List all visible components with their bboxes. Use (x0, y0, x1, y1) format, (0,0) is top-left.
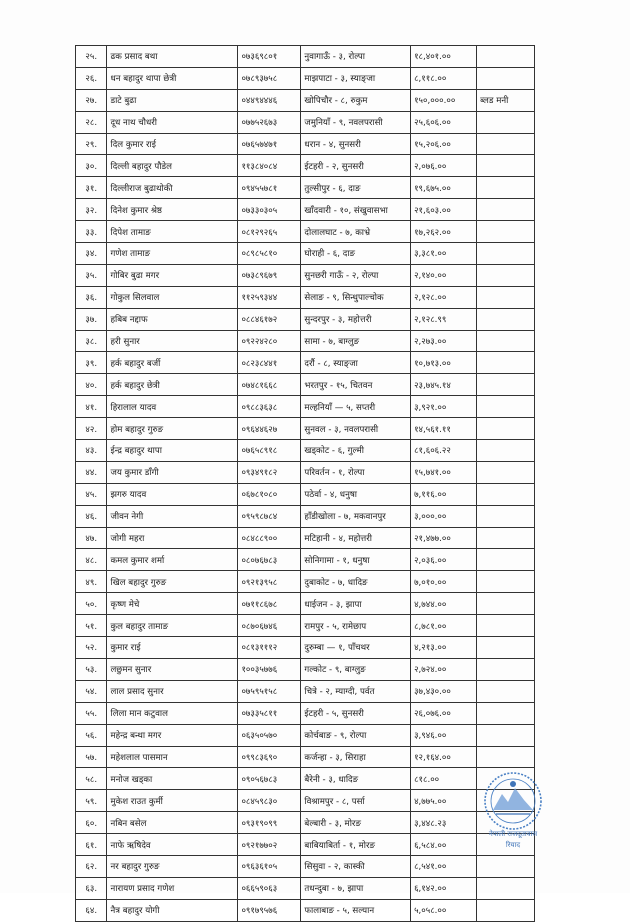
amount-cell: २५,६०६.०० (411, 111, 477, 133)
amount-cell: २,२७३.०० (411, 330, 477, 352)
amount-cell: २३,७४५.१४ (411, 374, 477, 396)
phone-cell: ०९६४४६२७ (238, 418, 301, 440)
name-cell: दिल कुमार राई (107, 133, 238, 155)
serial-number-cell: २८. (76, 111, 107, 133)
address-cell: रामपुर - ५, रामेछाप (301, 615, 411, 637)
address-cell: सेलाङ - ९, सिन्धुपाल्चोक (301, 286, 411, 308)
phone-cell: ०७३३०३०५ (238, 199, 301, 221)
phone-cell: ०६७८१०८० (238, 483, 301, 505)
amount-cell: २६,०७६.०० (411, 702, 477, 724)
name-cell: गोकुल सिलवाल (107, 286, 238, 308)
serial-number-cell: ३३. (76, 221, 107, 243)
remark-cell (477, 877, 535, 899)
serial-number-cell: ३९. (76, 352, 107, 374)
embassy-seal (478, 770, 548, 855)
name-cell: हरी सुनार (107, 330, 238, 352)
amount-cell: ४,७७५.०० (411, 790, 477, 812)
phone-cell: ०८१२९२६५ (238, 221, 301, 243)
name-cell: कृष्ण मेचे (107, 593, 238, 615)
address-cell: खाँदवारी - १०, संखुवासभा (301, 199, 411, 221)
amount-cell: ३,९४६.०० (411, 724, 477, 746)
amount-cell: ३,९२१.०० (411, 396, 477, 418)
amount-cell: २१,६०३.०० (411, 199, 477, 221)
amount-cell: २,७२४.०० (411, 658, 477, 680)
remark-cell (477, 374, 535, 396)
table-row (76, 658, 535, 680)
address-cell: कोर्चबाङ - ९, रोल्पा (301, 724, 411, 746)
table-row (76, 243, 535, 265)
table-row (76, 680, 535, 702)
table-row (76, 812, 535, 834)
phone-cell: ०७३३५८११ (238, 702, 301, 724)
address-cell: धरान - ४, सुनसरी (301, 133, 411, 155)
serial-number-cell: ६४. (76, 899, 107, 921)
table-body (76, 46, 535, 922)
name-cell: झगरु यादव (107, 483, 238, 505)
name-cell: जय कुमार डाँगी (107, 461, 238, 483)
remark-cell (477, 352, 535, 374)
amount-cell: १८,४०१.०० (411, 46, 477, 68)
address-cell: दोलालघाट - ७, काभ्रे (301, 221, 411, 243)
serial-number-cell: २५. (76, 46, 107, 68)
remark-cell (477, 702, 535, 724)
phone-cell: ०८७०६७४६ (238, 615, 301, 637)
name-cell: होम बहादुर गुरुङ (107, 418, 238, 440)
beneficiary-table (75, 45, 535, 922)
name-cell: लछुमन सुनार (107, 658, 238, 680)
table-row (76, 746, 535, 768)
table-row (76, 637, 535, 659)
address-cell: कर्जन्हा - ३, सिराहा (301, 746, 411, 768)
remark-cell (477, 155, 535, 177)
name-cell: हर्क बहादुर बर्जी (107, 352, 238, 374)
amount-cell: १५,७४१.०० (411, 461, 477, 483)
table-row (76, 790, 535, 812)
address-cell: ईटहरी - ५, सुनसरी (301, 702, 411, 724)
phone-cell: ०९२१७७०२ (238, 834, 301, 856)
remark-cell (477, 549, 535, 571)
amount-cell: २,०३६.०० (411, 549, 477, 571)
phone-cell: ०८०७६७८३ (238, 549, 301, 571)
remark-cell (477, 330, 535, 352)
address-cell: सोनिगामा - १, धनुषा (301, 549, 411, 571)
address-cell: मटिहानी - ४, महोत्तरी (301, 527, 411, 549)
address-cell: बाबियाबिर्ता - १, मोरङ (301, 834, 411, 856)
serial-number-cell: ६१. (76, 834, 107, 856)
remark-cell (477, 461, 535, 483)
phone-cell: ०७५९५१५८ (238, 680, 301, 702)
address-cell: बैरेनी - ३, धादिङ (301, 768, 411, 790)
serial-number-cell: ४३. (76, 440, 107, 462)
table-row (76, 177, 535, 199)
phone-cell: ०९२१३९५८ (238, 571, 301, 593)
amount-cell: ८१८.०० (411, 768, 477, 790)
table-row (76, 308, 535, 330)
phone-cell: ०८८४६१७२ (238, 308, 301, 330)
serial-number-cell: ५५. (76, 702, 107, 724)
serial-number-cell: ५०. (76, 593, 107, 615)
address-cell: पठेर्वा - ४, धनुषा (301, 483, 411, 505)
phone-cell: ०८४५९८३० (238, 790, 301, 812)
amount-cell: १९,६७५.०० (411, 177, 477, 199)
serial-number-cell: ३०. (76, 155, 107, 177)
address-cell: चित्रे - २, म्याग्दी, पर्वत (301, 680, 411, 702)
table-row (76, 702, 535, 724)
phone-cell: ०८४८८९०० (238, 527, 301, 549)
table-row (76, 67, 535, 89)
address-cell: भरतपुर - १५, चितवन (301, 374, 411, 396)
table-row (76, 418, 535, 440)
remark-cell (477, 483, 535, 505)
phone-cell: ०९६३६१०५ (238, 855, 301, 877)
phone-cell: ०७८९३७५८ (238, 67, 301, 89)
remark-cell (477, 571, 535, 593)
phone-cell: ०७६५८९१८ (238, 440, 301, 462)
address-cell: तुल्सीपुर - ६, दाङ (301, 177, 411, 199)
remark-cell (477, 286, 535, 308)
name-cell: हिरालाल यादव (107, 396, 238, 418)
phone-cell: ०८१३१११२ (238, 637, 301, 659)
address-cell: बेल्बारी - ३, मोरङ (301, 812, 411, 834)
phone-cell: ०९४५५७८१ (238, 177, 301, 199)
amount-cell: ५,०५८.०० (411, 899, 477, 921)
amount-cell: ७,११६.०० (411, 483, 477, 505)
serial-number-cell: ५७. (76, 746, 107, 768)
phone-cell: ०४४९४४४६ (238, 89, 301, 111)
phone-cell: ०९३१९०९९ (238, 812, 301, 834)
phone-cell: ०८२३८४४१ (238, 352, 301, 374)
name-cell: ईन्द्र बहादुर थापा (107, 440, 238, 462)
address-cell: परिवर्तन - १, रोल्पा (301, 461, 411, 483)
remark-cell (477, 133, 535, 155)
remark-cell (477, 396, 535, 418)
serial-number-cell: ३१. (76, 177, 107, 199)
name-cell: कुल बहादुर तामाङ (107, 615, 238, 637)
table-row (76, 483, 535, 505)
name-cell: हबिब नद्दाफ (107, 308, 238, 330)
address-cell: दुबाकोट - ७, धादिङ (301, 571, 411, 593)
remark-cell (477, 243, 535, 265)
phone-cell: ०७३६९८०१ (238, 46, 301, 68)
phone-cell: ११३८४०८४ (238, 155, 301, 177)
phone-cell: ०७७५२६७३ (238, 111, 301, 133)
amount-cell: २,१२८.०० (411, 286, 477, 308)
amount-cell: ६,५८४.०० (411, 834, 477, 856)
amount-cell: ८,७८१.०० (411, 615, 477, 637)
name-cell: महेशलाल पासमान (107, 746, 238, 768)
serial-number-cell: ४७. (76, 527, 107, 549)
address-cell: खड्कोट - ६, गुल्मी (301, 440, 411, 462)
name-cell: मनोज खड्का (107, 768, 238, 790)
table-row (76, 899, 535, 921)
amount-cell: ८,५४१.०० (411, 855, 477, 877)
name-cell: दिनेश कुमार श्रेष्ठ (107, 199, 238, 221)
seal-line-2: रियाद (505, 841, 521, 849)
table-row (76, 855, 535, 877)
amount-cell: ४,२१३.०० (411, 637, 477, 659)
table-row (76, 264, 535, 286)
serial-number-cell: ४९. (76, 571, 107, 593)
amount-cell: १२,१६४.०० (411, 746, 477, 768)
table-row (76, 155, 535, 177)
table-row (76, 374, 535, 396)
amount-cell: ३७,४३०.०० (411, 680, 477, 702)
serial-number-cell: ६०. (76, 812, 107, 834)
serial-number-cell: ३८. (76, 330, 107, 352)
phone-cell: ०७४८१६६८ (238, 374, 301, 396)
remark-cell (477, 177, 535, 199)
remark-cell (477, 637, 535, 659)
name-cell: नर बहादुर गुरुङ (107, 855, 238, 877)
serial-number-cell: ४५. (76, 483, 107, 505)
serial-number-cell: ५९. (76, 790, 107, 812)
table-row (76, 199, 535, 221)
remark-cell (477, 264, 535, 286)
remark-cell (477, 615, 535, 637)
table-row (76, 834, 535, 856)
name-cell: गोबिर बुढा मगर (107, 264, 238, 286)
serial-number-cell: २७. (76, 89, 107, 111)
table-row (76, 396, 535, 418)
embassy-emblem-icon (478, 770, 548, 832)
address-cell: सुनवल - ३, नवलपरासी (301, 418, 411, 440)
name-cell: नारायण प्रसाद गणेश (107, 877, 238, 899)
address-cell: जमुनियाँ - ९, नवलपरासी (301, 111, 411, 133)
remark-cell (477, 593, 535, 615)
name-cell: धन बहादुर थापा छेत्री (107, 67, 238, 89)
phone-cell: ०९९८३६९० (238, 746, 301, 768)
serial-number-cell: ३४. (76, 243, 107, 265)
phone-cell: १००३५७७६ (238, 658, 301, 680)
amount-cell: ३,३८१.०० (411, 243, 477, 265)
table-row (76, 111, 535, 133)
phone-cell: ०७३८९६७९ (238, 264, 301, 286)
serial-number-cell: ५१. (76, 615, 107, 637)
address-cell: दर्रौ - ८, स्याङ्जा (301, 352, 411, 374)
seal-line-1: नेपाली राजदूतावास (488, 830, 538, 838)
table-row (76, 549, 535, 571)
address-cell: मल्हनियाँ — ५, सप्तरी (301, 396, 411, 418)
serial-number-cell: ४०. (76, 374, 107, 396)
address-cell: तधन्दुबा - ७, झापा (301, 877, 411, 899)
phone-cell: ०९२२४२८० (238, 330, 301, 352)
name-cell: कुमार राई (107, 637, 238, 659)
address-cell: विश्रामपुर - ८, पर्सा (301, 790, 411, 812)
address-cell: दुरुम्बा — १, पाँचथर (301, 637, 411, 659)
name-cell: नाफे ऋषिदेव (107, 834, 238, 856)
address-cell: ईटहरी - २, सुनसरी (301, 155, 411, 177)
table-row (76, 505, 535, 527)
serial-number-cell: २९. (76, 133, 107, 155)
amount-cell: १५,२०६.०० (411, 133, 477, 155)
serial-number-cell: २६. (76, 67, 107, 89)
remark-cell (477, 505, 535, 527)
remark-cell (477, 111, 535, 133)
table-row (76, 133, 535, 155)
address-cell: माझपाटा - ३, स्याङ्जा (301, 67, 411, 89)
phone-cell: ०८९८५८१० (238, 243, 301, 265)
amount-cell: २१,४७७.०० (411, 527, 477, 549)
amount-cell: १५०,०००.०० (411, 89, 477, 111)
phone-cell: ०७११८६७८ (238, 593, 301, 615)
name-cell: दिपेश तामाङ (107, 221, 238, 243)
address-cell: सुन्दरपुर - ३, महोत्तरी (301, 308, 411, 330)
address-cell: घोराही - ६, दाङ (301, 243, 411, 265)
serial-number-cell: ४१. (76, 396, 107, 418)
remark-cell (477, 418, 535, 440)
amount-cell: १४,५६१.११ (411, 418, 477, 440)
amount-cell: ४,७४४.०० (411, 593, 477, 615)
serial-number-cell: ३७. (76, 308, 107, 330)
name-cell: लाल प्रसाद सुनार (107, 680, 238, 702)
phone-cell: ०६६५९०६३ (238, 877, 301, 899)
amount-cell: ३,०००.०० (411, 505, 477, 527)
serial-number-cell: ६३. (76, 877, 107, 899)
table-row (76, 571, 535, 593)
amount-cell: ७,०१०.०० (411, 571, 477, 593)
phone-cell: ०९३४९१८२ (238, 461, 301, 483)
name-cell: लिला मान कटुवाल (107, 702, 238, 724)
remark-cell (477, 308, 535, 330)
name-cell: मुकेश राउत कुर्मी (107, 790, 238, 812)
amount-cell: २,१४०.०० (411, 264, 477, 286)
remark-cell (477, 46, 535, 68)
serial-number-cell: ४६. (76, 505, 107, 527)
table-row (76, 877, 535, 899)
name-cell: डाटे बुढा (107, 89, 238, 111)
amount-cell: ३,४४८.२३ (411, 812, 477, 834)
name-cell: नबिन बसेल (107, 812, 238, 834)
name-cell: हर्क बहादुर छेत्री (107, 374, 238, 396)
remark-cell (477, 724, 535, 746)
name-cell: ढक प्रसाद बथा (107, 46, 238, 68)
name-cell: दिल्लीराज बुढाथोकी (107, 177, 238, 199)
phone-cell: ०७६५७४७१ (238, 133, 301, 155)
address-cell: धाईजन - ३, झापा (301, 593, 411, 615)
table-row (76, 527, 535, 549)
amount-cell: ८१,६०६.२२ (411, 440, 477, 462)
address-cell: गल्कोट - ९, बाग्लुङ (301, 658, 411, 680)
phone-cell: ११२५९३४४ (238, 286, 301, 308)
name-cell: दूध नाथ चौधरी (107, 111, 238, 133)
table-row (76, 46, 535, 68)
remark-cell (477, 221, 535, 243)
table-row (76, 615, 535, 637)
name-cell: नैत्र बहादुर योगी (107, 899, 238, 921)
table-row (76, 286, 535, 308)
serial-number-cell: ४८. (76, 549, 107, 571)
address-cell: सुनछरी गाऊँ - २, रोल्पा (301, 264, 411, 286)
serial-number-cell: ३६. (76, 286, 107, 308)
remark-cell: ब्लड मनी (477, 89, 535, 111)
remark-cell (477, 440, 535, 462)
name-cell: कमल कुमार शर्मा (107, 549, 238, 571)
amount-cell: १७,२६२.०० (411, 221, 477, 243)
address-cell: फालाबाङ - ५, सल्यान (301, 899, 411, 921)
table-row (76, 593, 535, 615)
amount-cell: २,०७६.०० (411, 155, 477, 177)
table-row (76, 461, 535, 483)
serial-number-cell: ५८. (76, 768, 107, 790)
serial-number-cell: ३५. (76, 264, 107, 286)
name-cell: महेन्द्र बन्था मगर (107, 724, 238, 746)
name-cell: गणेश तामाङ (107, 243, 238, 265)
serial-number-cell: ५३. (76, 658, 107, 680)
phone-cell: ०९५९८७८४ (238, 505, 301, 527)
name-cell: जीवन नेगी (107, 505, 238, 527)
table-row (76, 352, 535, 374)
phone-cell: ०९१७९५७६ (238, 899, 301, 921)
remark-cell (477, 527, 535, 549)
table-row (76, 89, 535, 111)
amount-cell: २,१२८.९९ (411, 308, 477, 330)
phone-cell: ०९०५६७८३ (238, 768, 301, 790)
remark-cell (477, 67, 535, 89)
name-cell: दिल्ली बहादुर पौडेल (107, 155, 238, 177)
remark-cell (477, 658, 535, 680)
table-row (76, 440, 535, 462)
table-row (76, 724, 535, 746)
serial-number-cell: ५६. (76, 724, 107, 746)
address-cell: नुवागाऊँ - ३, रोल्पा (301, 46, 411, 68)
serial-number-cell: ५४. (76, 680, 107, 702)
amount-cell: ६,१४२.०० (411, 877, 477, 899)
address-cell: खोपिचौर - ८, रुकुम (301, 89, 411, 111)
serial-number-cell: ६२. (76, 855, 107, 877)
remark-cell (477, 855, 535, 877)
name-cell: जोगी महरा (107, 527, 238, 549)
serial-number-cell: ३२. (76, 199, 107, 221)
remark-cell (477, 199, 535, 221)
remark-cell (477, 680, 535, 702)
serial-number-cell: ५२. (76, 637, 107, 659)
amount-cell: ८,११८.०० (411, 67, 477, 89)
address-cell: सामा - ७, बाग्लुङ (301, 330, 411, 352)
address-cell: हाँडीखोला - ७, मकवानपुर (301, 505, 411, 527)
address-cell: सिसुवा - २, कास्की (301, 855, 411, 877)
phone-cell: ०९८८३६३८ (238, 396, 301, 418)
amount-cell: १०,७१३.०० (411, 352, 477, 374)
serial-number-cell: ४४. (76, 461, 107, 483)
phone-cell: ०६३५०५७० (238, 724, 301, 746)
remark-cell (477, 746, 535, 768)
remark-cell (477, 899, 535, 921)
table-row (76, 330, 535, 352)
table-row (76, 768, 535, 790)
name-cell: खिल बहादुर गुरुङ (107, 571, 238, 593)
table-row (76, 221, 535, 243)
serial-number-cell: ४२. (76, 418, 107, 440)
